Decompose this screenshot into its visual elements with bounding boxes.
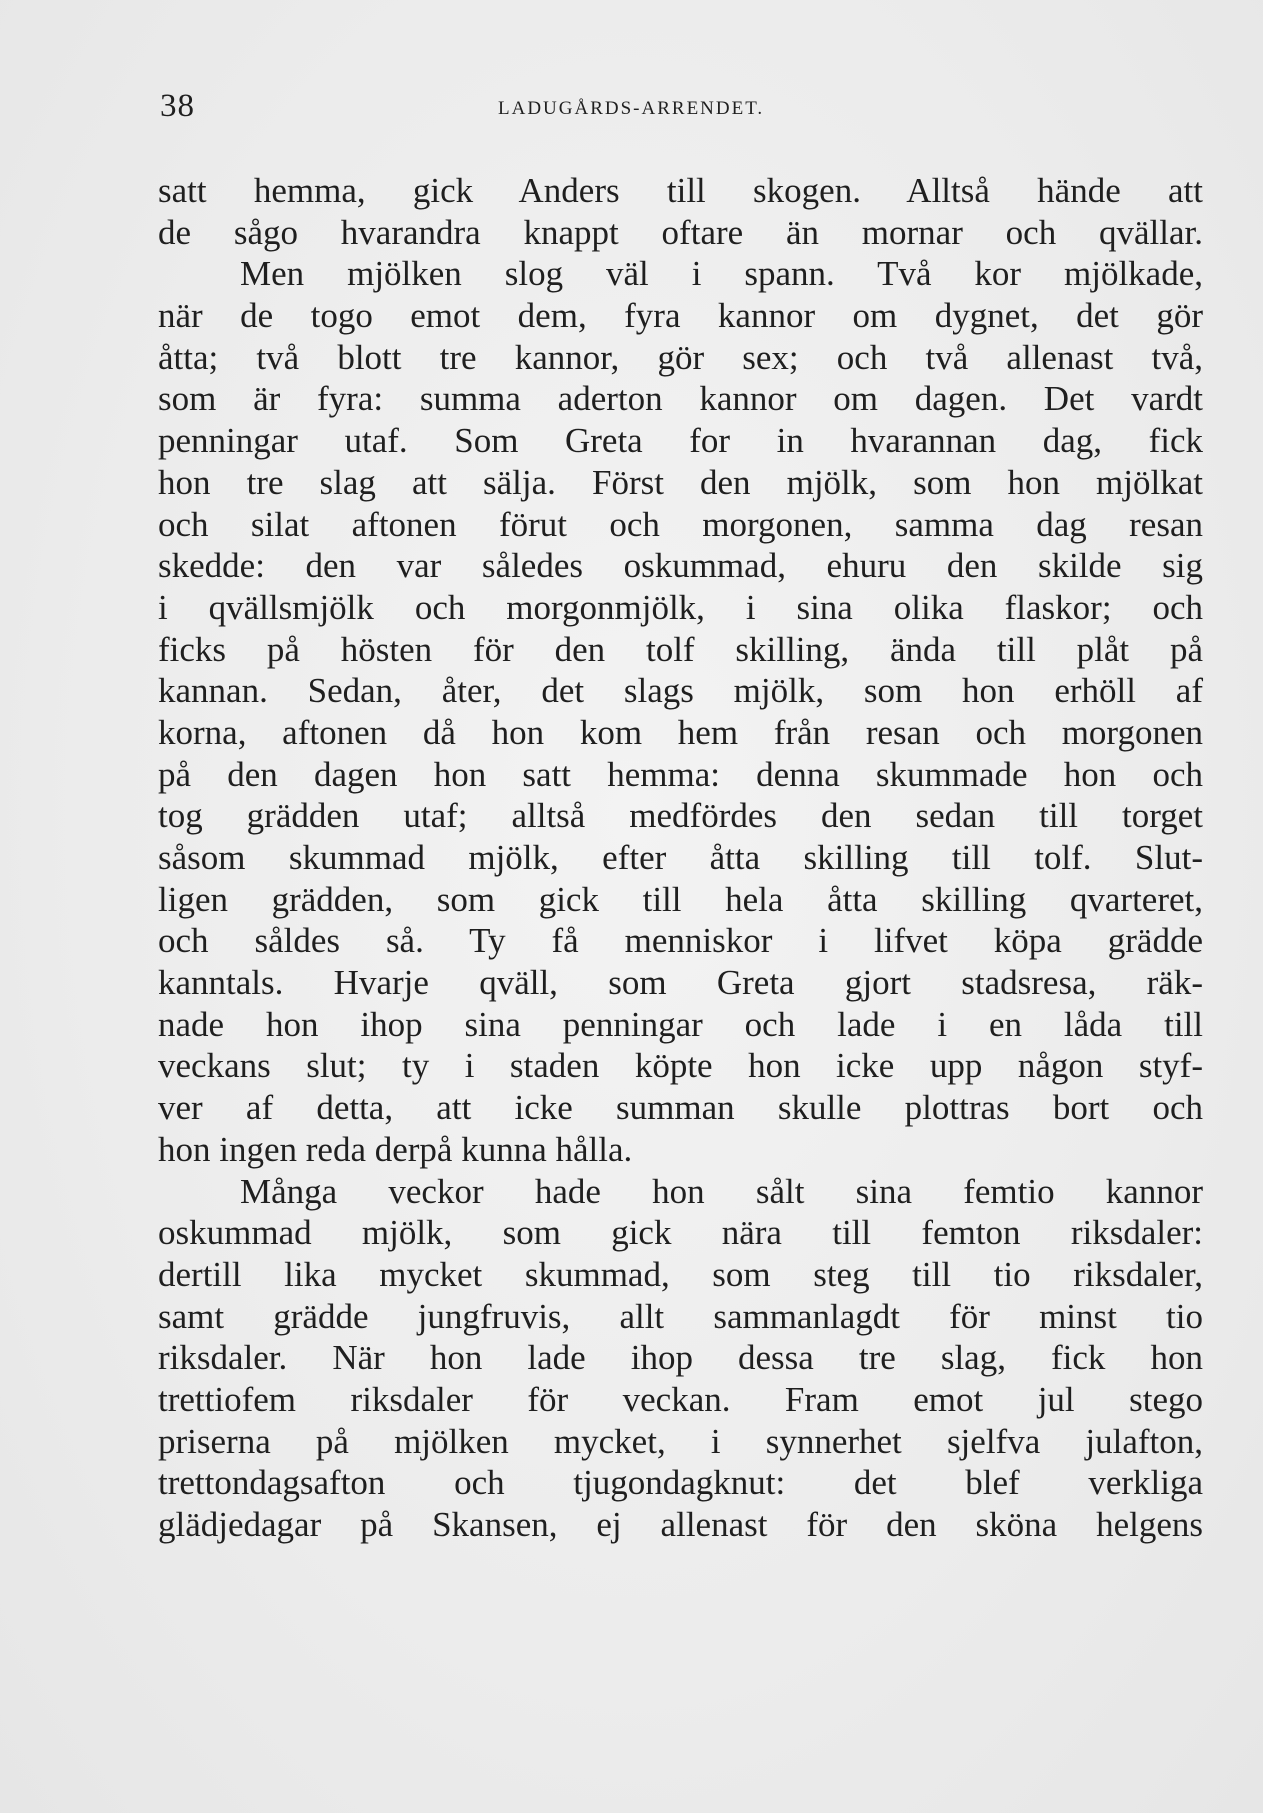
text-line: och såldes så. Ty få menniskor i lifvet köpa grädde <box>158 921 1203 961</box>
body-text <box>158 170 1203 1546</box>
text-line: och silat aftonen förut och morgonen, samma dag resan <box>158 504 1203 544</box>
page-number: 38 <box>160 88 195 124</box>
text-line: Många veckor hade hon sålt sina femtio kannor <box>240 1171 1203 1211</box>
text-line: ligen grädden, som gick till hela åtta skilling qvarteret, <box>158 879 1203 919</box>
text-line: Men mjölken slog väl i spann. Två kor mjölkade, <box>240 254 1203 294</box>
text-line: kannan. Sedan, åter, det slags mjölk, som hon erhöll af <box>158 671 1203 711</box>
text-line: trettiofem riksdaler för veckan. Fram emot jul stego <box>158 1379 1203 1419</box>
text-line: veckans slut; ty i staden köpte hon icke upp någon styf- <box>158 1046 1203 1086</box>
text-line: dertill lika mycket skummad, som steg till tio riksdaler, <box>158 1254 1203 1294</box>
page-header <box>160 88 1200 128</box>
text-line: nade hon ihop sina penningar och lade i en låda till <box>158 1004 1203 1044</box>
text-line: priserna på mjölken mycket, i synnerhet sjelfva julafton, <box>158 1421 1203 1461</box>
text-line: satt hemma, gick Anders till skogen. Alltså hände att <box>158 171 1203 210</box>
text-line: såsom skummad mjölk, efter åtta skilling till tolf. Slut- <box>158 838 1203 877</box>
text-line: som är fyra: summa aderton kannor om dagen. Det vardt <box>158 379 1203 419</box>
text-line: kanntals. Hvarje qväll, som Greta gjort stadsresa, räk- <box>158 963 1203 1003</box>
text-line: glädjedagar på Skansen, ej allenast för den sköna helgens <box>158 1505 1203 1544</box>
text-line: när de togo emot dem, fyra kannor om dygnet, det gör <box>158 296 1203 336</box>
text-line: i qvällsmjölk och morgonmjölk, i sina olika flaskor; och <box>158 587 1203 627</box>
text-line: korna, aftonen då hon kom hem från resan och morgonen <box>158 712 1203 752</box>
text-line: på den dagen hon satt hemma: denna skummade hon och <box>158 754 1203 794</box>
text-line: tog grädden utaf; alltså medfördes den sedan till torget <box>158 796 1203 836</box>
text-line: penningar utaf. Som Greta for in hvarannan dag, fick <box>158 421 1203 461</box>
text-line: samt grädde jungfruvis, allt sammanlagdt för minst tio <box>158 1296 1203 1336</box>
text-line: trettondagsafton och tjugondagknut: det blef verkliga <box>158 1463 1203 1503</box>
text-line: skedde: den var således oskummad, ehuru den skilde sig <box>158 546 1203 586</box>
text-line: ficks på hösten för den tolf skilling, ända till plåt på <box>158 629 1203 669</box>
text-line: hon ingen reda derpå kunna hålla. <box>158 1129 633 1169</box>
text-line: riksdaler. När hon lade ihop dessa tre slag, fick hon <box>158 1338 1203 1378</box>
text-line: oskummad mjölk, som gick nära till femton riksdaler: <box>158 1213 1203 1253</box>
text-line: åtta; två blott tre kannor, gör sex; och två allenast två, <box>158 337 1203 377</box>
text-line: ver af detta, att icke summan skulle plottras bort och <box>158 1088 1203 1128</box>
running-head: LADUGÅRDS-ARRENDET. <box>498 98 765 119</box>
text-line: hon tre slag att sälja. Först den mjölk, som hon mjölkat <box>158 462 1203 502</box>
text-line: de sågo hvarandra knappt oftare än mornar och qvällar. <box>158 212 1203 252</box>
